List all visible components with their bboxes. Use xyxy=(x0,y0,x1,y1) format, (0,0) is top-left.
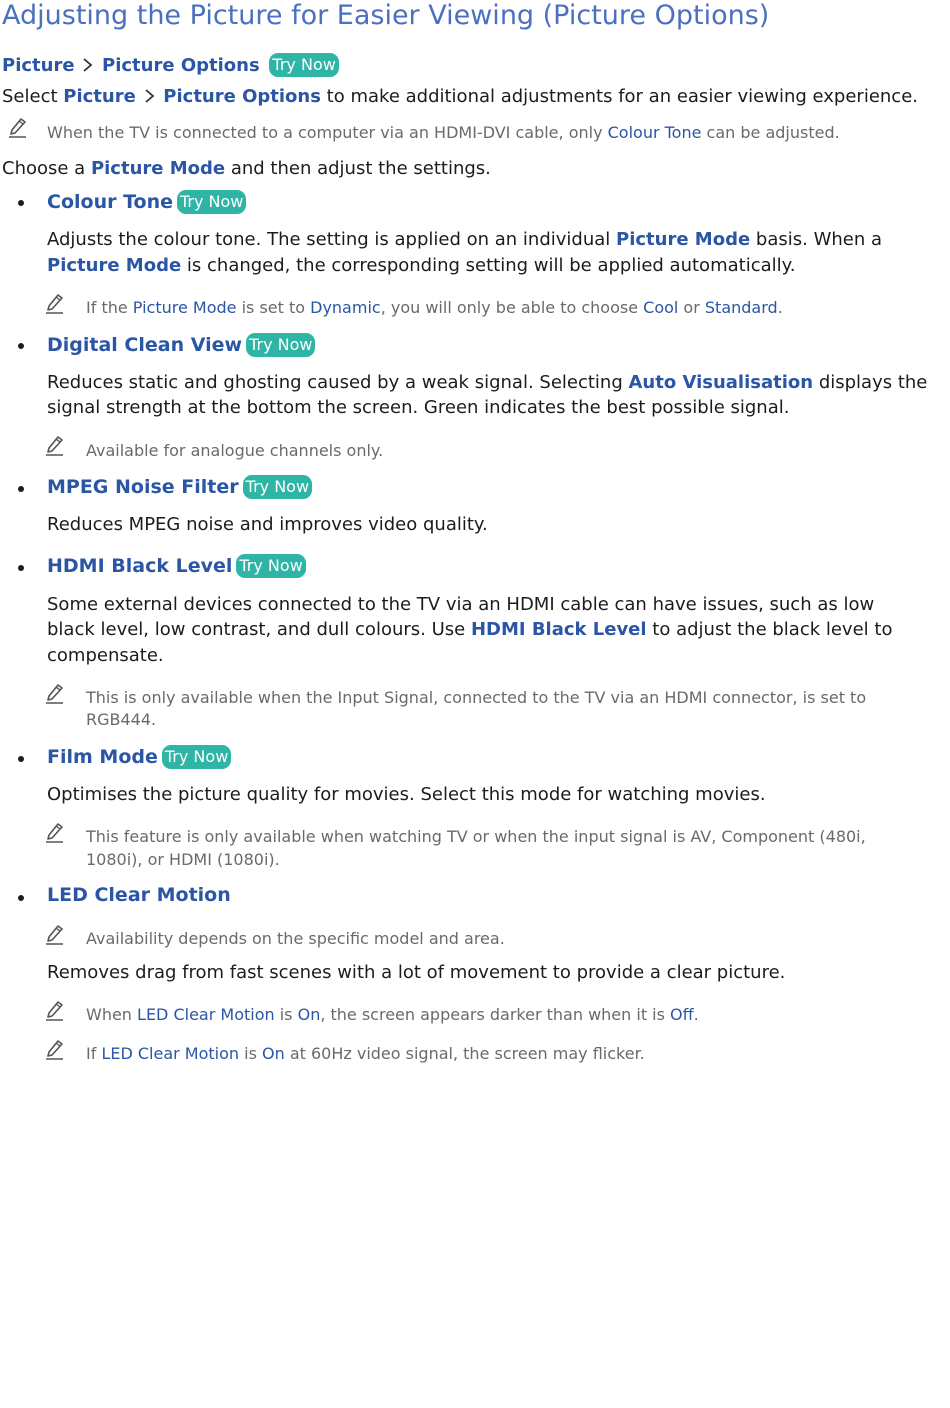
note-pencil-icon xyxy=(9,118,27,138)
chevron-right-icon xyxy=(80,58,96,72)
bullet xyxy=(18,486,24,492)
note-pencil-icon xyxy=(46,925,64,945)
hdmi-black-desc-2: black level, low contrast, and dull colours. Use HDMI Black Level to adjust the black level to xyxy=(47,619,893,640)
item-hdmi-black-level: HDMI Black Level Try Now xyxy=(47,554,306,578)
intro-text: Select Picture Picture Options to make additional adjustments for an easier viewing experience. xyxy=(2,86,919,107)
film-note-2: 1080i), or HDMI (1080i). xyxy=(86,850,280,869)
try-now-button[interactable]: Try Now xyxy=(177,190,246,214)
item-colour-tone: Colour Tone Try Now xyxy=(47,190,246,214)
try-now-button[interactable]: Try Now xyxy=(162,745,231,769)
item-film-mode: Film Mode Try Now xyxy=(47,745,231,769)
item-digital-clean-view: Digital Clean View Try Now xyxy=(47,333,315,357)
led-desc: Removes drag from fast scenes with a lot of movement to provide a clear picture. xyxy=(47,962,786,983)
note-pencil-icon xyxy=(46,1001,64,1021)
led-note-1: When LED Clear Motion is On, the screen appears darker than when it is Off. xyxy=(86,1005,699,1024)
choose-text: Choose a Picture Mode and then adjust the settings. xyxy=(2,158,491,179)
note-pencil-icon xyxy=(46,823,64,843)
try-now-button[interactable]: Try Now xyxy=(269,53,338,77)
try-now-button[interactable]: Try Now xyxy=(236,554,305,578)
bullet xyxy=(18,200,24,206)
dcv-desc-1: Reduces static and ghosting caused by a weak signal. Selecting Auto Visualisation displays the xyxy=(47,372,928,393)
dcv-desc-2: signal strength at the bottom the screen. Green indicates the best possible signal. xyxy=(47,397,790,418)
breadcrumb xyxy=(2,53,339,77)
hdmi-black-desc-1: Some external devices connected to the TV via an HDMI cable can have issues, such as low xyxy=(47,594,875,615)
mpeg-desc: Reduces MPEG noise and improves video quality. xyxy=(47,514,488,535)
chevron-right-icon xyxy=(142,89,158,103)
colour-tone-desc-2: Picture Mode is changed, the corresponding setting will be applied automatically. xyxy=(47,255,796,276)
page-title: Adjusting the Picture for Easier Viewing (Picture Options) xyxy=(2,0,770,31)
bullet xyxy=(18,565,24,571)
bullet xyxy=(18,756,24,762)
colour-tone-desc-1: Adjusts the colour tone. The setting is applied on an individual Picture Mode basis. When a xyxy=(47,229,883,250)
item-led-clear-motion: LED Clear Motion xyxy=(47,884,231,906)
note-pencil-icon xyxy=(46,294,64,314)
note-pencil-icon xyxy=(46,436,64,456)
led-note-availability: Availability depends on the specific model and area. xyxy=(86,929,505,948)
try-now-button[interactable]: Try Now xyxy=(243,475,312,499)
bullet xyxy=(18,895,24,901)
dcv-note: Available for analogue channels only. xyxy=(86,441,384,460)
bullet xyxy=(18,343,24,349)
colour-tone-note: If the Picture Mode is set to Dynamic, you will only be able to choose Cool or Standard. xyxy=(86,298,783,317)
hdmi-black-desc-3: compensate. xyxy=(47,645,164,666)
note-pencil-icon xyxy=(46,1040,64,1060)
hdmi-black-note-2: RGB444. xyxy=(86,710,157,729)
led-note-2: If LED Clear Motion is On at 60Hz video signal, the screen may flicker. xyxy=(86,1044,645,1063)
film-desc: Optimises the picture quality for movies. Select this mode for watching movies. xyxy=(47,784,766,805)
item-mpeg-noise-filter: MPEG Noise Filter Try Now xyxy=(47,475,312,499)
note-hdmi-dvi: When the TV is connected to a computer via an HDMI-DVI cable, only Colour Tone can be adjusted. xyxy=(47,123,840,142)
film-note-1: This feature is only available when watching TV or when the input signal is AV, Component (480i, xyxy=(86,827,866,846)
breadcrumb-picture[interactable]: Picture xyxy=(2,55,75,76)
try-now-button[interactable]: Try Now xyxy=(246,333,315,357)
note-pencil-icon xyxy=(46,684,64,704)
breadcrumb-picture-options[interactable]: Picture Options xyxy=(102,55,260,76)
hdmi-black-note-1: This is only available when the Input Signal, connected to the TV via an HDMI connector, is set to xyxy=(86,688,867,707)
